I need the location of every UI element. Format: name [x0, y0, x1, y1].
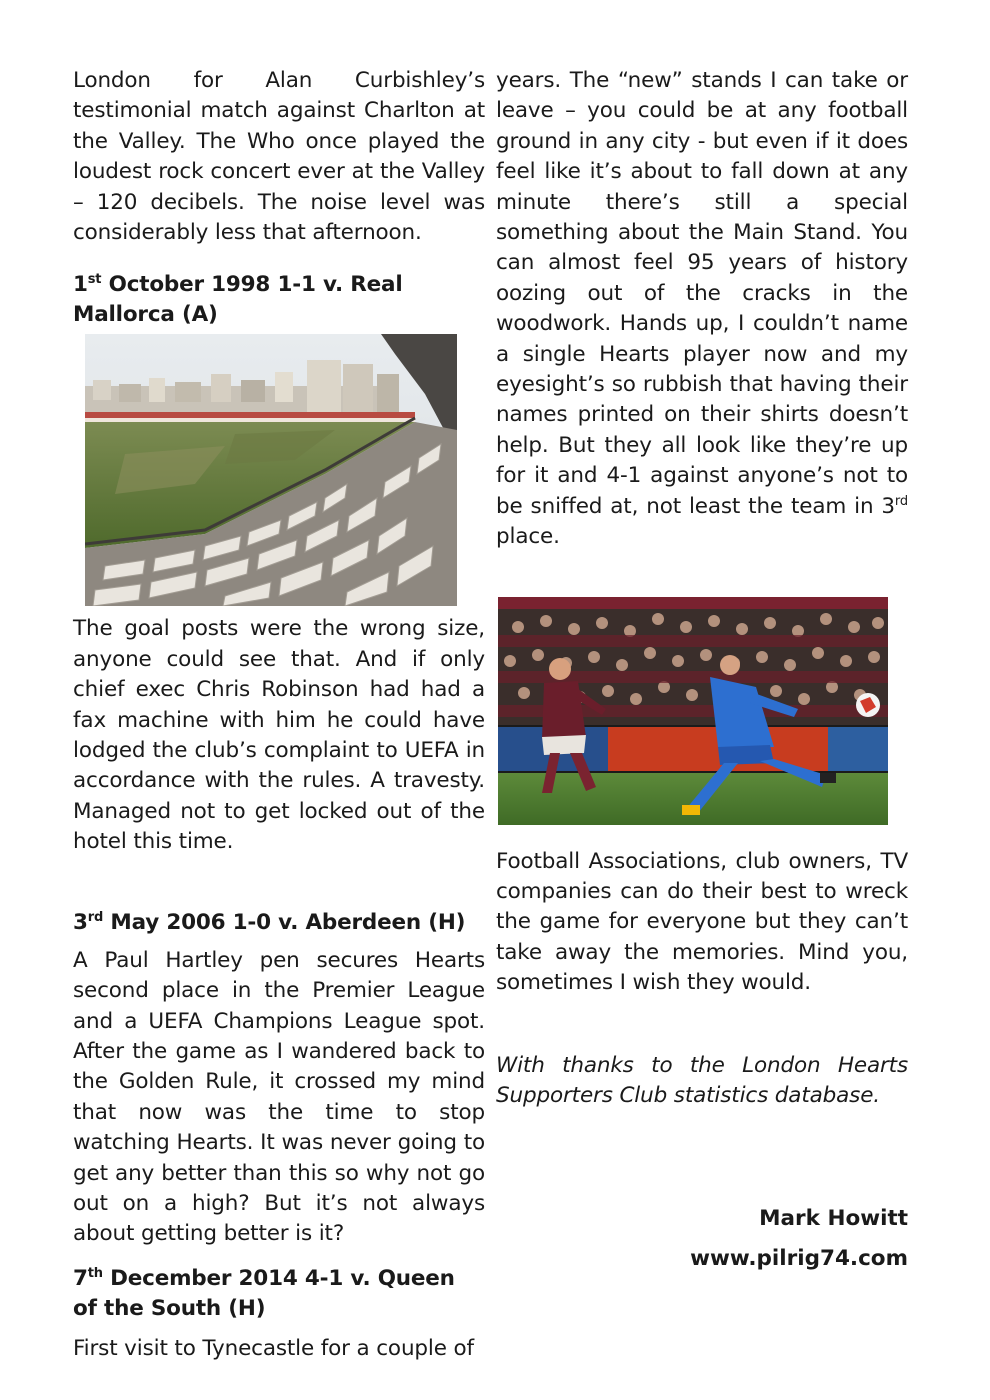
intro-paragraph: London for Alan Curbishley’s testimonial match against Charlton at the Valley. The Who once played the loudest rock concert ever at the Valley – 120 decibels. The noise level was considerably less that afternoon.: [73, 68, 485, 246]
entry3-paragraph: First visit to Tynecastle for a couple of: [73, 1335, 474, 1361]
thanks-note: With thanks to the London Hearts Supporters Club statistics database.: [496, 1052, 908, 1108]
entry3-heading: 7th December 2014 4-1 v. Queen of the South (H): [73, 1265, 455, 1321]
right-column: [496, 66, 908, 1279]
author-name: Mark Howitt: [759, 1206, 908, 1232]
entry1-heading: 1st October 1998 1-1 v. Real Mallorca (A): [73, 272, 403, 328]
entry1-paragraph: The goal posts were the wrong size, anyone could see that. And if only chief exec Chris Robinson had had a fax machine with him he could have lodged the club’s complaint to UEFA in accordance with the rules. A travesty. Managed not to get locked out of the hotel this time.: [73, 616, 485, 855]
entry2-heading: 3rd May 2006 1-0 v. Aberdeen (H): [73, 909, 466, 935]
stadium-photo: [85, 334, 457, 606]
entry2-paragraph: A Paul Hartley pen secures Hearts second place in the Premier League and a UEFA Champions League spot. After the game as I wandered back to the Golden Rule, it crossed my mind that now was the time to stop watching Hearts. It was never going to get any better than this so why not go out on a high? But it’s not always about getting better is it?: [73, 947, 485, 1247]
match-action-photo: [498, 597, 888, 825]
continued-paragraph: years. The “new” stands I can take or leave – you could be at any football ground in any city - but even if it does feel like it’s about to fall down at any minute there’s still a special something about the Main Stand. You can almost feel 95 years of history oozing out of the cracks in the woodwork. Hands up, I couldn’t name a single Hearts player now and my eyesight’s so rubbish that having their names printed on their shirts doesn’t help. But they all look like they’re up for it and 4-1 against anyone’s not to be sniffed at, not least the team in 3rd place.: [496, 68, 908, 550]
left-column: [73, 66, 485, 1364]
closing-paragraph: Football Associations, club owners, TV companies can do their best to wreck the game for everyone but they can’t take away the memories. Mind you, sometimes I wish they would.: [496, 848, 908, 996]
website-link[interactable]: www.pilrig74.com: [690, 1246, 908, 1272]
